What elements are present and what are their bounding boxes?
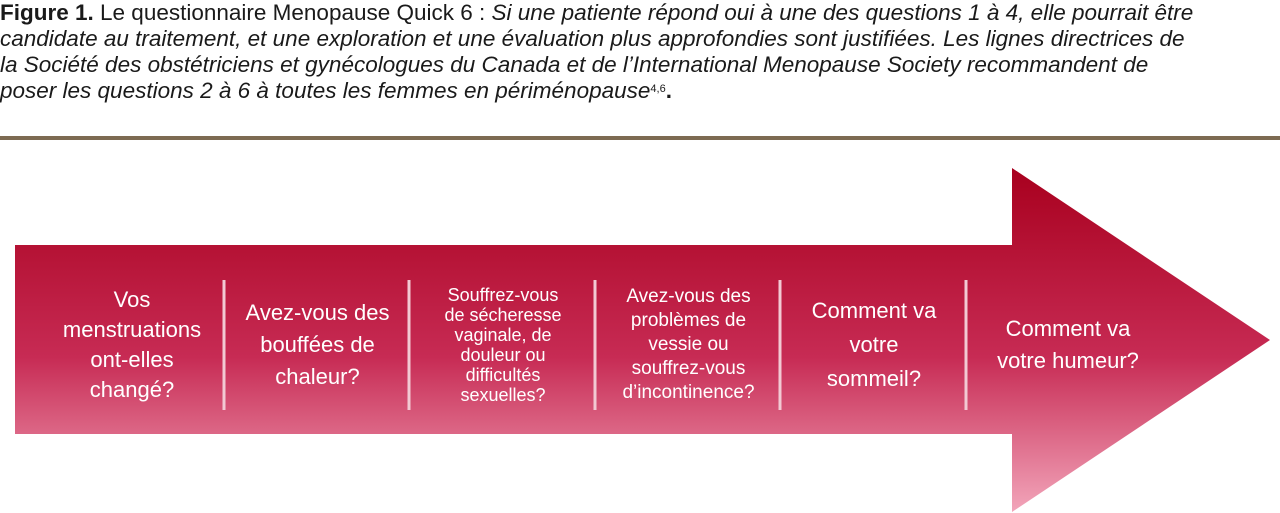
figure-label: Figure 1. xyxy=(0,0,94,25)
question-3: Souffrez-vous de sécheresse vaginale, de douleur ou difficultés sexuelles? xyxy=(444,285,562,405)
figure-title: Le questionnaire Menopause Quick 6 : xyxy=(93,0,492,25)
question-2: Avez-vous des bouffées de chaleur? xyxy=(245,300,390,389)
question-4: Avez-vous des problèmes de vessie ou souffrez-vous d’incontinence? xyxy=(622,286,755,403)
caption-text-4: poser les questions 2 à 6 à toutes les femmes en périménopause xyxy=(0,78,651,103)
caption-line-3: la Société des obstétriciens et gynécologues du Canada et de l’International Menopause Society recommandent de xyxy=(0,52,1149,77)
question-1: Vos menstruations ont-elles changé? xyxy=(62,287,202,402)
question-6: Comment va votre humeur? xyxy=(997,316,1139,373)
caption-text-1: Si une patiente répond oui à une des questions 1 à 4, elle pourrait être xyxy=(491,0,1194,25)
question-5: Comment va votre sommeil? xyxy=(811,298,937,391)
reference-superscript: 4,6 xyxy=(650,83,666,95)
caption-line-2: candidate au traitement, et une exploration et une évaluation plus approfondies sont justifiées. Les lignes directrices de xyxy=(0,26,1185,51)
caption-period: . xyxy=(665,78,672,103)
